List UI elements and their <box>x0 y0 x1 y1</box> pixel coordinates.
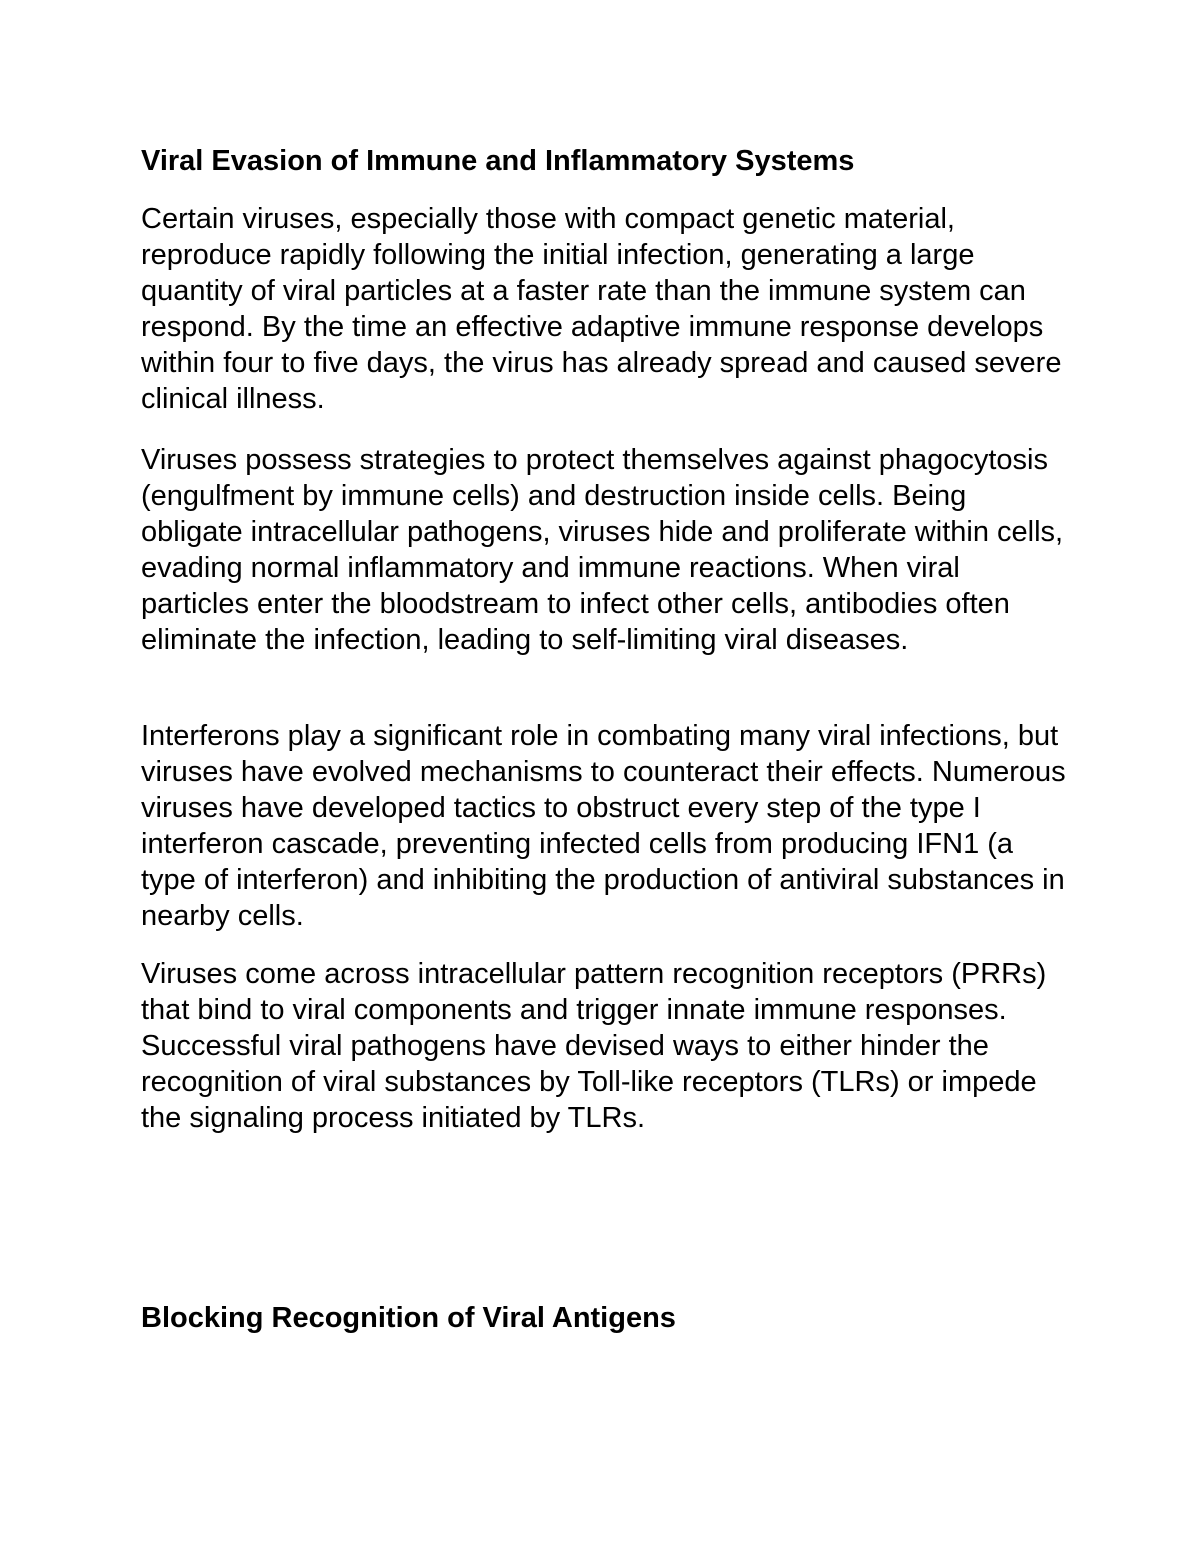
paragraph-pattern-recognition: Viruses come across intracellular pattern recognition receptors (PRRs) that bind to viral components and trigger innate immune responses. Successful viral pathogens have devised ways to either hinder the recognition of viral substances by Toll-like receptors (TLRs) or impede the signaling process initiated by TLRs. <box>141 958 1047 1134</box>
paragraph-interferons: Interferons play a significant role in combating many viral infections, but viruses have evolved mechanisms to counteract their effects. Numerous viruses have developed tactics to obstruct every step of the type I interferon cascade, preventing infected cells from producing IFN1 (a type of interferon) and inhibiting the production of antiviral substances in nearby cells. <box>141 720 1066 932</box>
section-heading-blocking-recognition: Blocking Recognition of Viral Antigens <box>141 1302 676 1334</box>
paragraph-rapid-replication: Certain viruses, especially those with compact genetic material, reproduce rapidly following the initial infection, generating a large quantity of viral particles at a faster rate than the immune system can respond. By the time an effective adaptive immune response develops within four to five days, the virus has already spread and caused severe clinical illness. <box>141 203 1062 415</box>
paragraph-phagocytosis-protection: Viruses possess strategies to protect themselves against phagocytosis (engulfment by immune cells) and destruction inside cells. Being obligate intracellular pathogens, viruses hide and proliferate within cells, evading normal inflammatory and immune reactions. When viral particles enter the bloodstream to infect other cells, antibodies often eliminate the infection, leading to self-limiting viral diseases. <box>141 444 1064 656</box>
section-heading-viral-evasion: Viral Evasion of Immune and Inflammatory Systems <box>141 145 855 177</box>
